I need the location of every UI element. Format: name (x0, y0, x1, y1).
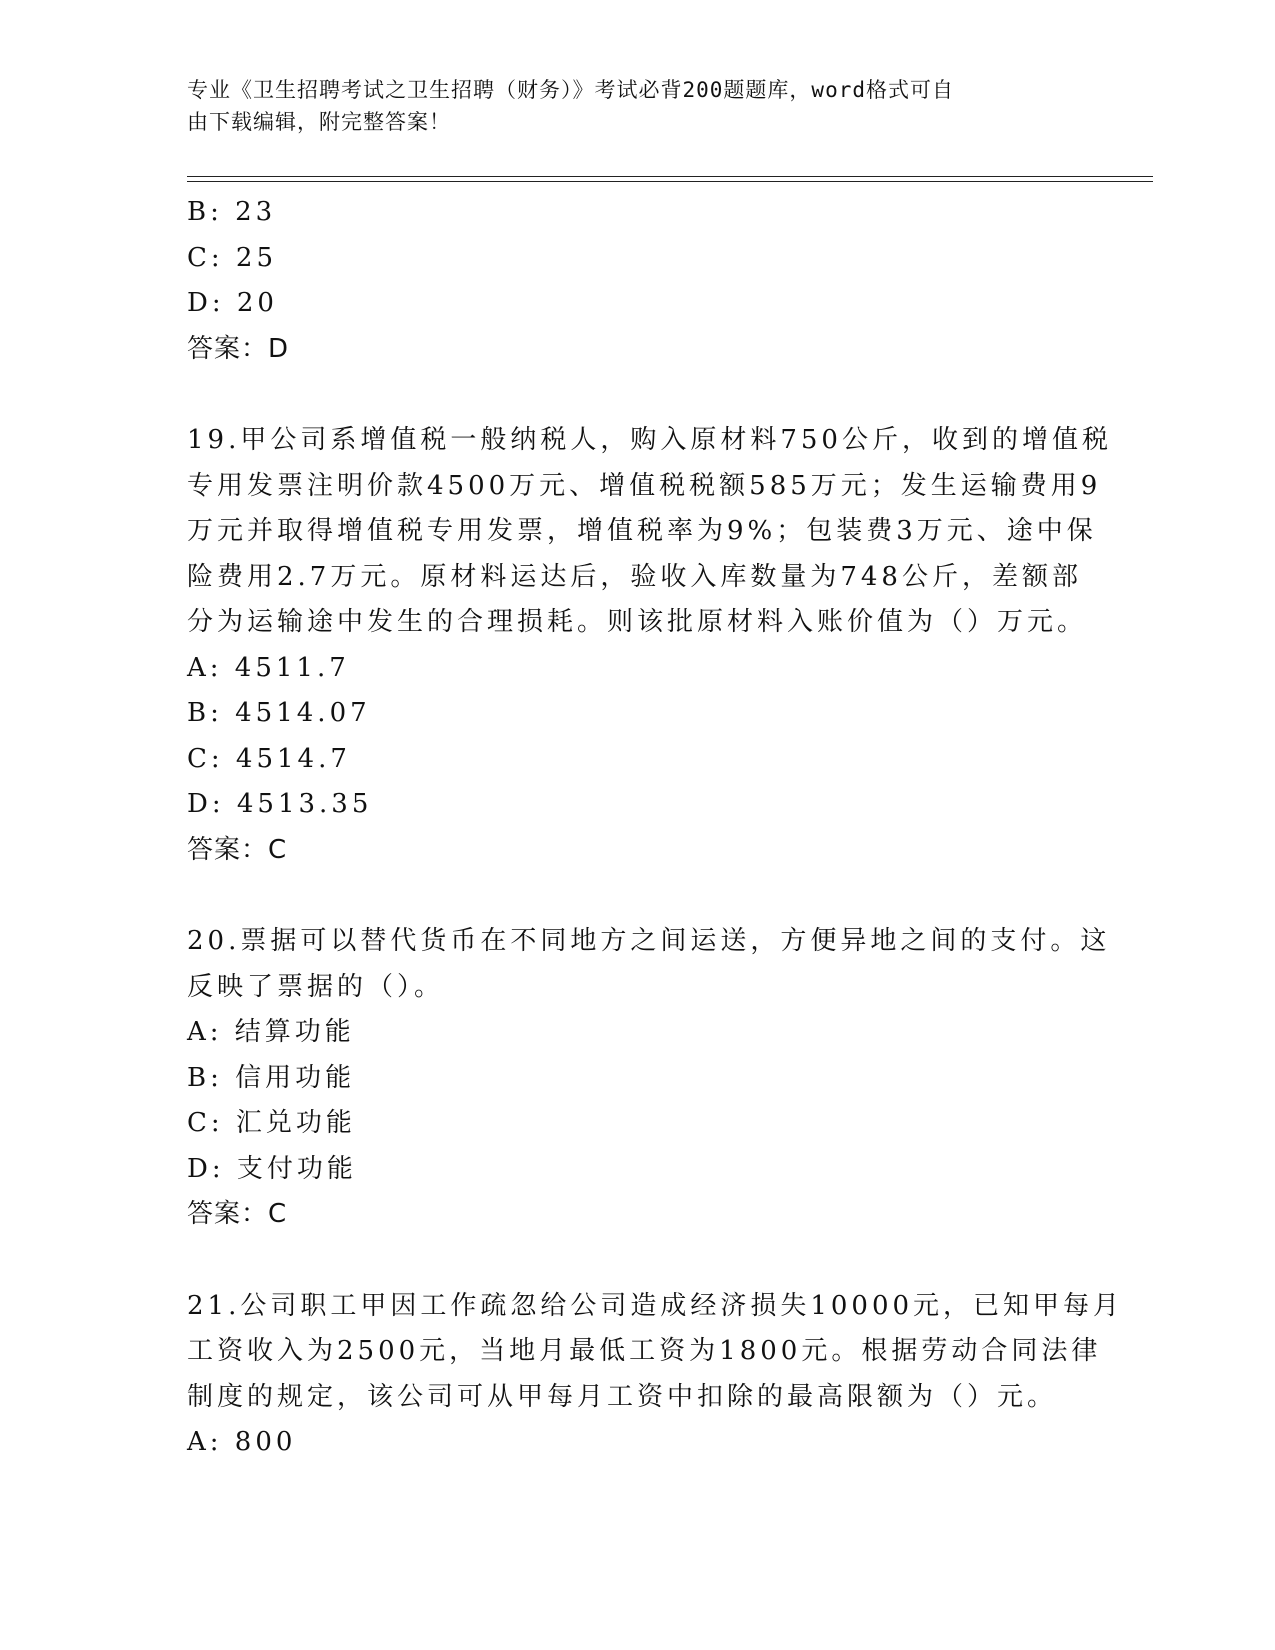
question-content (187, 190, 1124, 1466)
question-text-line: 反映了票据的（）。 (187, 971, 445, 1002)
question-text-line: 险费用2.7万元。原材料运达后，验收入库数量为748公斤，差额部 (187, 561, 1082, 592)
answer-label: 答案：D (187, 333, 290, 364)
answer-label: 答案：C (187, 1199, 288, 1229)
document-header (187, 74, 1067, 138)
option-d: D: 支付功能 (187, 1153, 357, 1184)
option-b: B: 4514.07 (187, 698, 371, 728)
header-line-1: 专业《卫生招聘考试之卫生招聘（财务）》考试必背200题题库，word格式可自 (187, 78, 954, 102)
option-c: C: 25 (187, 242, 278, 273)
question-text-line: 20.票据可以替代货币在不同地方之间运送，方便异地之间的支付。这 (187, 926, 1111, 956)
header-divider-bottom (187, 181, 1153, 182)
question-19 (187, 418, 1112, 873)
option-a: A: 800 (187, 1427, 297, 1457)
option-b: B: 23 (187, 197, 277, 227)
question-21 (187, 1284, 1124, 1466)
answer-label: 答案：C (187, 834, 288, 865)
option-b: B: 信用功能 (187, 1062, 356, 1093)
question-18-tail (187, 190, 1087, 372)
option-a: A: 4511.7 (187, 652, 350, 683)
option-d: D: 4513.35 (187, 789, 373, 819)
option-a: A: 结算功能 (187, 1017, 355, 1047)
question-text-line: 分为运输途中发生的合理损耗。则该批原材料入账价值为（）万元。 (187, 607, 1088, 637)
option-c: C: 4514.7 (187, 743, 351, 774)
question-text-line: 19.甲公司系增值税一般纳税人，购入原材料750公斤，收到的增值税 (187, 425, 1112, 455)
question-text-line: 工资收入为2500元，当地月最低工资为1800元。根据劳动合同法律 (187, 1336, 1102, 1366)
question-20 (187, 919, 1111, 1238)
header-divider-top (187, 176, 1153, 177)
option-d: D: 20 (187, 288, 278, 318)
option-c: C: 汇兑功能 (187, 1108, 356, 1138)
question-text-line: 制度的规定，该公司可从甲每月工资中扣除的最高限额为（）元。 (187, 1381, 1058, 1412)
question-text-line: 专用发票注明价款4500万元、增值税税额585万元；发生运输费用9 (187, 470, 1102, 501)
question-text-line: 万元并取得增值税专用发票，增值税率为9%；包装费3万元、途中保 (187, 516, 1097, 546)
question-text-line: 21.公司职工甲因工作疏忽给公司造成经济损失10000元，已知甲每月 (187, 1290, 1124, 1321)
header-line-2: 由下载编辑，附完整答案！ (187, 110, 451, 134)
